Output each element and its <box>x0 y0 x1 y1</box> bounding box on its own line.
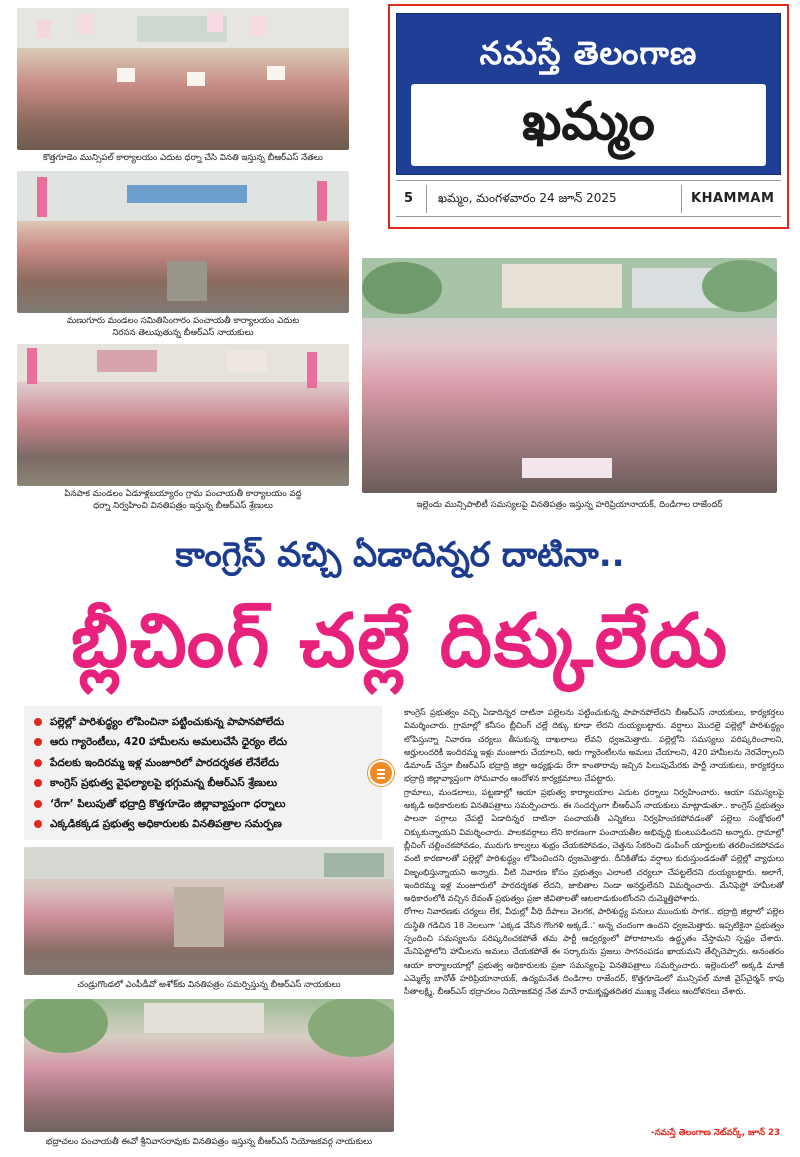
highlight-text: కాంగ్రెస్ ప్రభుత్వ వైఫల్యాలపై భగ్గుమన్న బీఆర్‌ఎస్ శ్రేణులు <box>50 777 278 790</box>
photo-caption: మణుగూరు మండలం సమితిసింగారం పంచాయతీ కార్యాలయం ఎదుట <box>67 316 299 326</box>
highlight-item <box>34 712 287 732</box>
photo-caption: భద్రాచలం పంచాయతీ ఈవో శ్రీనివాసరావుకు వినతిపత్రం ఇస్తున్న బీఆర్‌ఎస్ నియోజకవర్గ నాయకులు <box>45 1137 373 1147</box>
article-paragraph: రోగాల నివారణకు చర్యలు లేక, వీధుల్లో వీధి దీపాలు వెలగక, పారిశుద్ధ్య పనులు ముందుకు సాగక.. భద్రాద్రి జిల్లాలో పల్లెల దుస్థితి గడిచిన 18 నెలలుగా ‘ఎక్కడ వేసిన గొంగళి అక్కడే..’ అన్న చందంగా ఉందని ధ్వజమెత్తారు. ఇప్పటికైనా ప్రభుత్వం స్పందించి సమస్యలను పరిష్కరించకపోతే తమ పార్టీ ఆధ్వర్యంలో పోరాటాలను ఉద్ధృతం చేస్తామని స్పష్టం చేశారు. మేనిఫెస్టోలోని హామీలను అమలు చేయకపోతే ఈ సర్కారును ప్రజలు సాగనంపడం ఖాయమని తేల్చిచెప్పారు. అనంతరం ఆయా కార్యాలయాల్లో ప్రభుత్వ అధికారులకు ప్రజా సమస్యలపై వినతిపత్రాలు సమర్పించారు. ఇల్లెందులో అక్కడి మాజీ ఎమ్మెల్యే బానోత్ హరిప్రియానాయక్, ఉద్యమనేత దిండిగాల రాజేందర్, కొత్తగూడెంలో మున్సిపల్ మాజీ వైస్‌చైర్మన్ కాపు సీతాలక్ష్మి, బీఆర్‌ఎస్ భద్రాచలం నియోజకవర్గ నేత మానే రామకృష్ణతదితర ముఖ్య నేతలు ఆందోళనలు చేశారు. <box>404 906 784 997</box>
masthead-info-bar <box>396 180 781 217</box>
highlight-item <box>34 753 287 773</box>
bullet-icon <box>34 820 42 828</box>
highlight-text: ఆరు గ్యారెంటీలు, 420 హామీలను అమలుచేసే ధైర్యం లేదు <box>50 736 287 749</box>
bullet-icon <box>34 738 42 746</box>
photo-pinapaka-protest <box>17 344 349 486</box>
newspaper-title: నమస్తే తెలంగాణ <box>479 34 698 72</box>
photo-bhadrachalam-protest <box>24 999 394 1132</box>
edition-city: ఖమ్మం <box>522 92 655 152</box>
highlight-item <box>34 814 287 834</box>
bullet-icon <box>34 779 42 787</box>
photo-kothagudem-protest <box>17 8 349 150</box>
highlight-text: ఎక్కడికక్కడ ప్రభుత్వ అధికారులకు వినతిపత్రాల సమర్పణ <box>50 818 282 831</box>
masthead <box>388 4 789 229</box>
photo-caption: కొత్తగూడెం మున్సిపల్ కార్యాలయం ఎదుట ధర్నా చేసి వినతి ఇస్తున్న బీఆర్‌ఎస్ నేతలు <box>43 153 323 163</box>
highlights-list <box>34 712 287 834</box>
page-number: 5 <box>404 191 414 206</box>
highlight-item <box>34 794 287 814</box>
edition-box <box>411 84 766 166</box>
masthead-banner <box>396 13 781 175</box>
main-headline: బ్లీచింగ్ చల్లే దిక్కులేదు <box>70 598 730 684</box>
photo-chandrugonda-protest <box>24 847 394 975</box>
article-body <box>404 706 784 1136</box>
highlight-text: పల్లెల్లో పారిశుద్ధ్యం లోపించినా పట్టించుకున్న పాపానపోలేదు <box>50 716 285 728</box>
article-paragraph: గ్రామాలు, మండలాలు, పట్టణాల్లో ఆయా ప్రభుత్వ కార్యాలయాల ఎదుట ధర్నాలు నిర్వహించారు. ఆయా సమస్యలపై అక్కడి అధికారులకు వినతిపత్రాలు సమర్పించారు. ఈ సందర్భంగా బీఆర్‌ఎస్ నాయకులు మాట్లాడుతూ.. కాంగ్రెస్ ప్రభుత్వం పాలనా పగ్గాలు చేపట్టి ఏడాదిన్నర దాటినా పంచాయతీ ఎన్నికలు నిర్వహించకపోవడంతో పల్లెలు సంక్షోభంలో చిక్కుకున్నాయని విమర్శించారు. పాలకవర్గాలు లేని కారణంగా పంచాయతీల అభివృద్ధి కుంటుపడిందని అన్నారు. గ్రామాల్లో బ్లీచింగ్ చల్లించకపోవడం, మురుగు కాల్వలు శుభ్రం చేయకపోవడం, చెత్తను సేకరించి డంపింగ్ యార్డులకు తరలించకపోవడం వంటి కారణాలతో పల్లెల్లో పారిశుద్ధ్యం లోపించిందని ధ్వజమెత్తారు. దీనికితోడు వర్షాలు కురుస్తుండడంతో పల్లెల్లో వ్యాధులు విజృంభిస్తున్నాయని అన్నారు. వీటి నివారణ కోసం ప్రభుత్వం ఎలాంటి చర్యలూ చేపట్టలేదని దుయ్యబట్టారు. అలాగే, ఇందిరమ్మ ఇళ్ల మంజూరులో పారదర్శకత లేదని, జాబితాల నిండా అనర్హులేనని విమర్శించారు. మేనిఫెస్టో హామీలతో అధికారంలోకి వచ్చిన రేవంత్ ప్రభుత్వం ప్రజా జీవితాలతో ఆటలాడుకుంటోందని దుమ్మెత్తిపోశారు. <box>404 786 784 904</box>
divider <box>681 185 682 213</box>
highlight-item <box>34 773 287 793</box>
bullet-icon <box>34 718 42 726</box>
highlights-box <box>24 706 382 840</box>
divider <box>426 185 427 213</box>
highlight-text: ‘రేగా’ పిలుపుతో భద్రాద్రి కొత్తగూడెం జిల్లావ్యాప్తంగా ధర్నాలు <box>50 797 286 810</box>
photo-caption: ఇల్లెందు మున్సిపాలిటీ సమస్యలపై వినతిపత్రం ఇస్తున్న హరిప్రియానాయక్, దిండిగాల రాజేందర్ <box>416 500 723 510</box>
byline: -నమస్తే తెలంగాణ నెట్‌వర్క్, జూన్ 23 <box>651 1128 780 1138</box>
highlight-item <box>34 732 287 752</box>
menu-ornament-icon <box>368 760 394 786</box>
highlight-text: పేదలకు ఇందిరమ్మ ఇళ్ల మంజూరిలో పారదర్శకత లేనేలేదు <box>50 756 279 769</box>
photo-caption: నిరసన తెలుపుతున్న బీఆర్‌ఎస్ నాయకులు <box>112 328 254 338</box>
photo-caption: చండ్రుగొండలో ఎంపీడీవో అశోక్‌కు వినతిపత్రం సమర్పిస్తున్న బీఆర్‌ఎస్ నాయకులు <box>77 980 341 990</box>
photo-caption: పినపాక మండలం ఏడూళ్లబయ్యారం గ్రామ పంచాయతీ కార్యాలయం వద్ద <box>64 489 302 499</box>
dateline: ఖమ్మం, మంగళవారం 24 జూన్ 2025 <box>438 191 617 205</box>
bullet-icon <box>34 800 42 808</box>
photo-caption: ధర్నా నిర్వహించి వినతిపత్రం ఇస్తున్న బీఆర్‌ఎస్ శ్రేణులు <box>93 501 273 511</box>
photo-yellandu-protest <box>362 258 777 493</box>
kicker-headline: కాంగ్రెస్ వచ్చి ఏడాదిన్నర దాటినా.. <box>175 535 625 575</box>
edition-name-english: KHAMMAM <box>691 191 775 206</box>
bullet-icon <box>34 759 42 767</box>
article-paragraph: కాంగ్రెస్ ప్రభుత్వం వచ్చి ఏడాదిన్నర దాటినా పల్లెలను పట్టించుకున్న పాపానపోలేదని బీఆర్‌ఎస్ నాయకులు, కార్యకర్తలు విమర్శించారు. గ్రామాల్లో కనీసం బ్లీచింగ్ చల్లే దిక్కు కూడా లేదని దుయ్యబట్టారు. వర్షాలు మొదలై పల్లెల్లో పారిశుద్ధ్యం లోపిస్తున్నా నివారణ చర్యలు తీసుకున్న దాఖలాలు లేవని ధ్వజమెత్తారు. పల్లెల్లోని సమస్యలు పరిష్కరించాలని, అర్హులందరికీ ఇందిరమ్మ ఇళ్లు మంజూరు చేయాలని, ఆరు గ్యారెంటీలను అమలు చేయాలని, 420 హామీలను నెరవేర్చాలని డిమాండ్ చేస్తూ బీఆర్‌ఎస్ భద్రాద్రి జిల్లా అధ్యక్షుడు రేగా కాంతారావు ఇచ్చిన పిలుపుమేరకు పార్టీ నాయకులు, కార్యకర్తలు భద్రాద్రి జిల్లావ్యాప్తంగా సోమవారం ఆందోళన కార్యక్రమాలు చేపట్టారు. <box>404 707 784 784</box>
photo-manuguru-protest <box>17 171 349 313</box>
